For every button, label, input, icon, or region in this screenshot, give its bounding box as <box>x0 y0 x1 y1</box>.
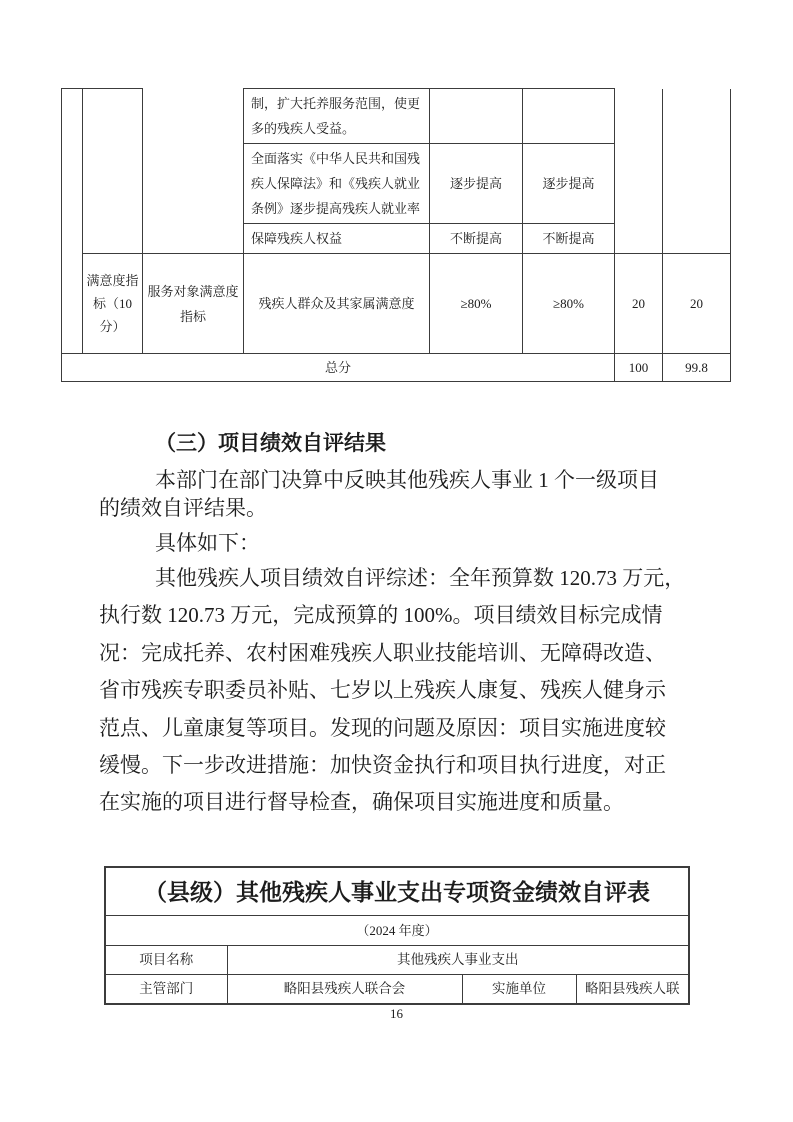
score-cell-empty <box>663 89 731 254</box>
category-cell-empty <box>83 89 143 254</box>
paragraph-line: 省市残疾专职委员补贴、七岁以上残疾人康复、残疾人健身示 <box>99 678 666 703</box>
impl-unit-value: 略阳县残疾人联 <box>576 975 689 1005</box>
indicator-text: 保障残疾人权益 <box>244 224 430 254</box>
subcategory-cell: 服务对象满意度指标 <box>143 254 244 354</box>
paragraph <box>99 560 696 822</box>
paragraph-line: 缓慢。下一步改进措施：加快资金执行和项目执行进度，对正 <box>99 753 666 778</box>
dept-value: 略阳县残疾人联合会 <box>227 975 462 1005</box>
total-score: 99.8 <box>663 354 731 382</box>
target-value <box>430 89 523 144</box>
total-score-full: 100 <box>615 354 663 382</box>
table-row <box>62 89 731 144</box>
performance-indicator-table <box>61 88 731 382</box>
self-evaluation-table <box>104 866 690 1005</box>
row-index-cell <box>62 89 83 354</box>
target-value: ≥80% <box>430 254 523 354</box>
department-row <box>105 975 689 1005</box>
table-year: （2024 年度） <box>105 916 689 946</box>
total-row <box>62 354 731 382</box>
score-value: 20 <box>663 254 731 354</box>
indicator-text: 制，扩大托养服务范围，使更多的残疾人受益。 <box>244 89 430 144</box>
paragraph: 具体如下： <box>155 531 260 555</box>
category-cell: 满意度指标（10分） <box>83 254 143 354</box>
actual-value: ≥80% <box>523 254 615 354</box>
paragraph-line: 况：完成托养、农村困难残疾人职业技能培训、无障碍改造、 <box>99 640 666 665</box>
paragraph-line: 在实施的项目进行督导检查，确保项目实施进度和质量。 <box>99 790 624 815</box>
paragraph-line: 范点、儿童康复等项目。发现的问题及原因：项目实施进度较 <box>99 715 666 740</box>
subcategory-cell-empty <box>143 89 244 254</box>
actual-value: 逐步提高 <box>523 144 615 224</box>
total-label: 总分 <box>62 354 615 382</box>
actual-value: 不断提高 <box>523 224 615 254</box>
target-value: 不断提高 <box>430 224 523 254</box>
indicator-text: 残疾人群众及其家属满意度 <box>244 254 430 354</box>
score-full-cell-empty <box>615 89 663 254</box>
paragraph-line: 的绩效自评结果。 <box>99 496 267 520</box>
body-text-block <box>99 428 696 822</box>
paragraph <box>99 466 696 522</box>
project-name-row <box>105 946 689 975</box>
project-name-label: 项目名称 <box>105 946 227 975</box>
page-number: 16 <box>390 1006 403 1021</box>
paragraph-line: 执行数 120.73 万元，完成预算的 100%。项目绩效目标完成情 <box>99 603 663 628</box>
table-title: （县级）其他残疾人事业支出专项资金绩效自评表 <box>105 867 689 916</box>
satisfaction-row <box>62 254 731 354</box>
indicator-text: 全面落实《中华人民共和国残疾人保障法》和《残疾人就业条例》逐步提高残疾人就业率 <box>244 144 430 224</box>
target-value: 逐步提高 <box>430 144 523 224</box>
section-heading: （三）项目绩效自评结果 <box>155 431 386 455</box>
project-name-value: 其他残疾人事业支出 <box>227 946 689 975</box>
score-full-value: 20 <box>615 254 663 354</box>
impl-unit-label: 实施单位 <box>462 975 576 1005</box>
dept-label: 主管部门 <box>105 975 227 1005</box>
actual-value <box>523 89 615 144</box>
table-year-row <box>105 916 689 946</box>
paragraph-line: 本部门在部门决算中反映其他残疾人事业 1 个一级项目 <box>155 468 659 492</box>
paragraph-line: 其他残疾人项目绩效自评综述：全年预算数 120.73 万元， <box>155 566 686 590</box>
table-title-row <box>105 867 689 916</box>
